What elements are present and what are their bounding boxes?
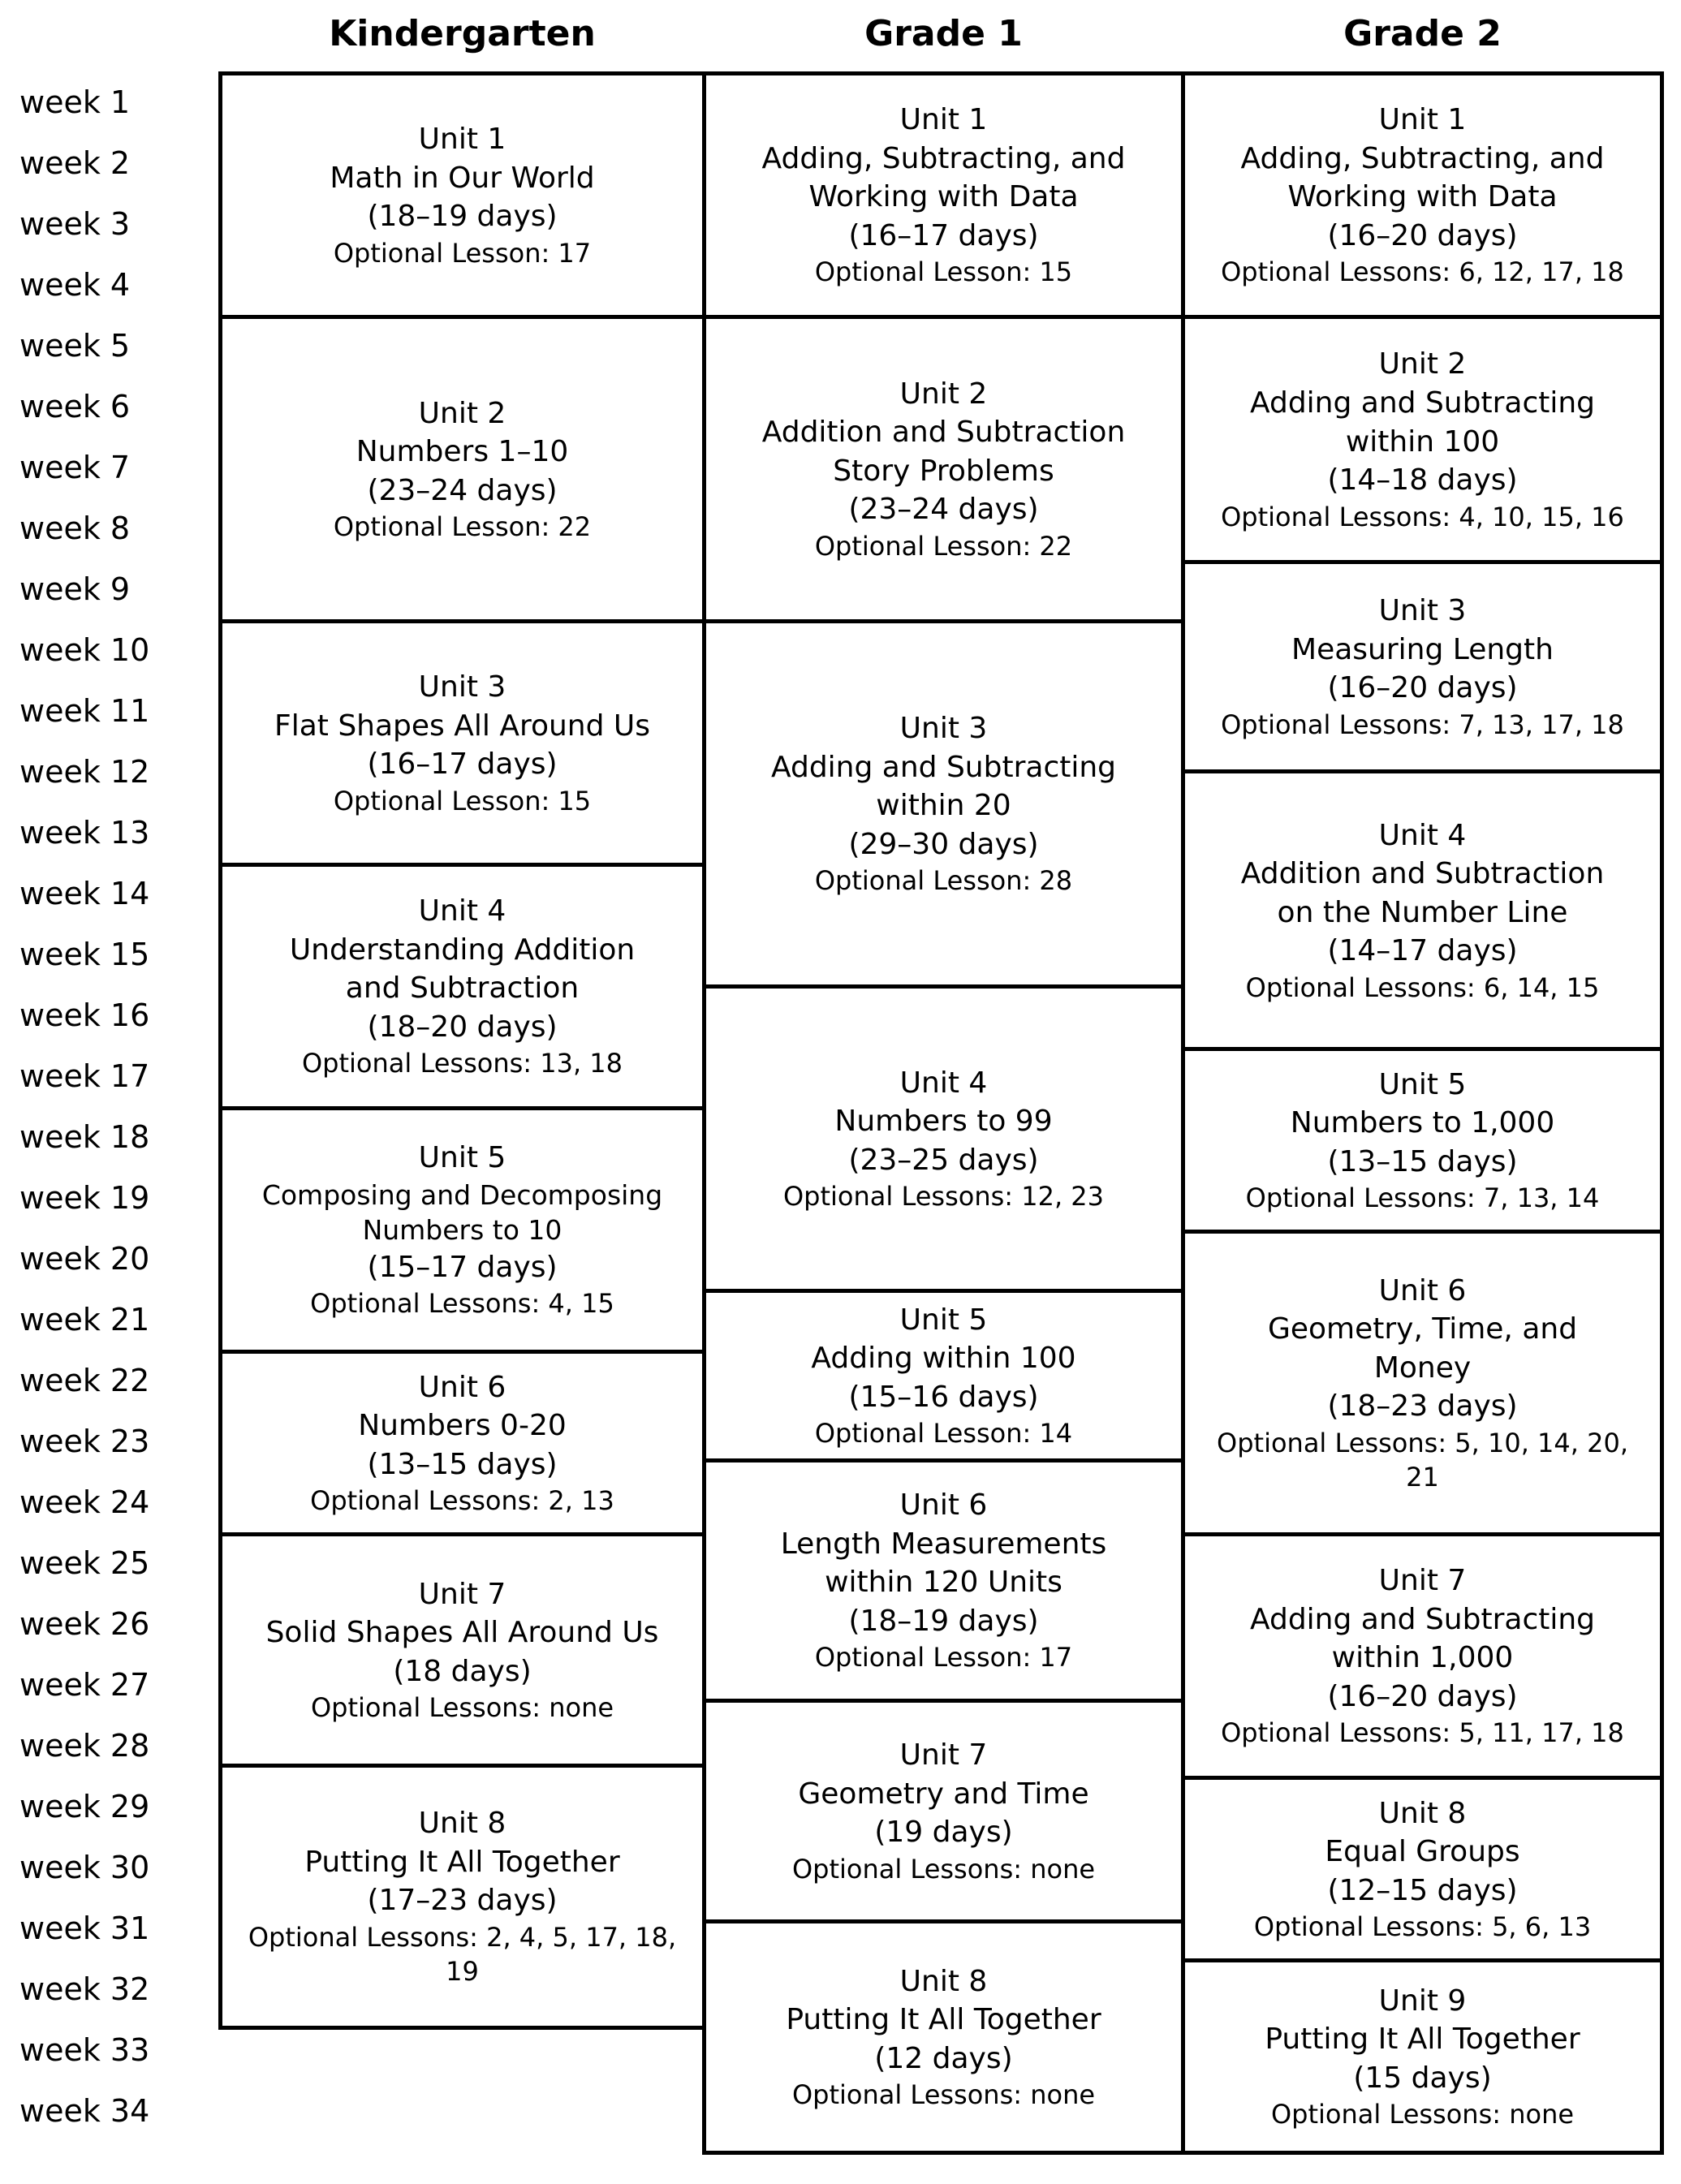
week-label: week 14 — [19, 875, 150, 911]
unit-cell — [702, 1458, 1185, 1703]
unit-number: Unit 6 — [418, 1370, 506, 1404]
week-label: week 1 — [19, 84, 131, 120]
unit-title-line: Numbers to 99 — [834, 1105, 1053, 1139]
week-label: week 5 — [19, 327, 131, 364]
unit-cell — [218, 1532, 706, 1768]
unit-cell — [702, 315, 1185, 623]
unit-days: (16–17 days) — [848, 218, 1039, 252]
unit-title-line: Numbers 1–10 — [356, 435, 569, 469]
unit-cell — [702, 619, 1185, 989]
unit-title-line: Geometry and Time — [798, 1777, 1089, 1811]
week-label: week 19 — [19, 1179, 150, 1216]
unit-title-line: Addition and Subtraction — [761, 416, 1126, 450]
unit-optional-lessons: Optional Lessons: 6, 12, 17, 18 — [1221, 256, 1624, 288]
unit-days: (18–19 days) — [367, 200, 558, 234]
week-label: week 13 — [19, 814, 150, 851]
unit-title-line: Length Measurements — [780, 1527, 1107, 1561]
unit-number: Unit 5 — [1378, 1067, 1467, 1101]
unit-cell — [218, 1106, 706, 1354]
unit-cell — [1181, 560, 1664, 773]
unit-title-line: Adding, Subtracting, and — [1240, 141, 1605, 175]
column-header-kindergarten: Kindergarten — [329, 13, 596, 54]
unit-number: Unit 8 — [1378, 1796, 1467, 1830]
unit-number: Unit 8 — [418, 1807, 506, 1841]
unit-number: Unit 5 — [418, 1141, 506, 1175]
unit-number: Unit 1 — [1378, 103, 1467, 137]
unit-days: (13–15 days) — [1327, 1144, 1518, 1178]
unit-cell — [218, 619, 706, 867]
unit-title-line: Putting It All Together — [1265, 2022, 1580, 2057]
unit-optional-lessons: Optional Lesson: 15 — [814, 256, 1073, 288]
unit-cell — [702, 71, 1185, 319]
unit-title-line: within 20 — [876, 789, 1011, 823]
week-label: week 3 — [19, 205, 131, 242]
unit-optional-lessons: Optional Lessons: 7, 13, 14 — [1245, 1182, 1600, 1214]
unit-days: (23–24 days) — [848, 493, 1039, 527]
unit-cell — [218, 863, 706, 1110]
unit-optional-lessons: Optional Lesson: 22 — [333, 511, 592, 543]
unit-title-line: Working with Data — [1287, 180, 1558, 214]
unit-optional-lessons: Optional Lessons: 2, 13 — [310, 1485, 614, 1517]
unit-optional-lessons: Optional Lessons: none — [791, 1853, 1096, 1885]
unit-title-line: Geometry, Time, and — [1267, 1312, 1578, 1346]
unit-optional-lessons: Optional Lessons: 6, 14, 15 — [1245, 971, 1600, 1003]
unit-number: Unit 2 — [1378, 347, 1467, 381]
unit-optional-lessons: Optional Lesson: 28 — [814, 865, 1073, 897]
unit-number: Unit 2 — [418, 396, 506, 430]
unit-days: (18 days) — [393, 1654, 532, 1688]
unit-optional-lessons: Optional Lessons: 4, 15 — [310, 1288, 614, 1320]
unit-number: Unit 4 — [418, 894, 506, 928]
unit-cell — [1181, 1958, 1664, 2155]
week-label: week 12 — [19, 753, 150, 790]
unit-number: Unit 7 — [418, 1577, 506, 1611]
week-label: week 20 — [19, 1240, 150, 1277]
unit-days: (23–25 days) — [848, 1143, 1039, 1177]
week-label: week 10 — [19, 631, 150, 668]
unit-cell — [218, 315, 706, 623]
week-label: week 2 — [19, 144, 131, 181]
unit-title-line: Story Problems — [833, 454, 1054, 488]
unit-cell — [702, 1289, 1185, 1462]
unit-optional-lessons: Optional Lessons: 7, 13, 17, 18 — [1221, 709, 1624, 740]
unit-number: Unit 1 — [899, 103, 988, 137]
unit-title-line: Money — [1373, 1350, 1472, 1385]
week-label: week 9 — [19, 571, 131, 607]
unit-cell — [1181, 1532, 1664, 1780]
week-label: week 27 — [19, 1666, 150, 1703]
unit-optional-lessons: Optional Lesson: 17 — [333, 237, 592, 269]
column-header-grade-2: Grade 2 — [1343, 13, 1502, 54]
unit-number: Unit 5 — [899, 1303, 988, 1337]
unit-optional-lessons: Optional Lessons: none — [310, 1692, 614, 1724]
unit-title-line: Addition and Subtraction — [1240, 857, 1605, 891]
week-label: week 8 — [19, 510, 131, 546]
unit-title-line: within 100 — [1345, 424, 1500, 459]
unit-days: (15–17 days) — [367, 1250, 558, 1284]
unit-days: (23–24 days) — [367, 473, 558, 507]
week-label: week 18 — [19, 1118, 150, 1155]
unit-days: (14–17 days) — [1327, 934, 1518, 968]
week-label: week 28 — [19, 1727, 150, 1764]
unit-optional-lessons: Optional Lessons: 5, 6, 13 — [1253, 1911, 1592, 1943]
unit-days: (16–20 days) — [1327, 671, 1518, 705]
unit-title-line: Numbers to 1,000 — [1290, 1106, 1555, 1140]
unit-days: (17–23 days) — [367, 1884, 558, 1918]
week-label: week 21 — [19, 1301, 150, 1338]
unit-optional-lessons: Optional Lessons: 2, 4, 5, 17, 18, 19 — [248, 1921, 677, 1988]
week-label: week 7 — [19, 449, 131, 485]
unit-title-line: Adding, Subtracting, and — [761, 141, 1126, 175]
unit-optional-lessons: Optional Lesson: 22 — [814, 530, 1073, 562]
unit-title-line: within 1,000 — [1331, 1641, 1514, 1675]
unit-title-line: on the Number Line — [1277, 895, 1568, 929]
unit-title-line: Adding and Subtracting — [1249, 386, 1596, 420]
unit-number: Unit 9 — [1378, 1984, 1467, 2018]
unit-number: Unit 3 — [1378, 594, 1467, 628]
unit-number: Unit 8 — [899, 1964, 988, 1998]
unit-cell — [702, 984, 1185, 1293]
unit-optional-lessons: Optional Lessons: 5, 10, 14, 20, 21 — [1217, 1427, 1628, 1493]
unit-title-line: Composing and Decomposing — [261, 1178, 663, 1211]
unit-optional-lessons: Optional Lesson: 15 — [333, 785, 592, 816]
unit-days: (18–23 days) — [1327, 1389, 1518, 1424]
week-label: week 15 — [19, 936, 150, 972]
unit-title-line: Solid Shapes All Around Us — [265, 1616, 659, 1650]
unit-number: Unit 4 — [1378, 818, 1467, 852]
unit-number: Unit 7 — [899, 1738, 988, 1772]
unit-optional-lessons: Optional Lesson: 17 — [814, 1642, 1073, 1674]
unit-cell — [1181, 1230, 1664, 1536]
unit-number: Unit 6 — [1378, 1273, 1467, 1307]
unit-optional-lessons: Optional Lessons: 12, 23 — [782, 1181, 1105, 1213]
unit-days: (14–18 days) — [1327, 463, 1518, 498]
week-label: week 34 — [19, 2092, 150, 2129]
unit-days: (19 days) — [874, 1816, 1013, 1850]
unit-title-line: Putting It All Together — [304, 1845, 620, 1879]
week-label: week 6 — [19, 388, 131, 424]
week-label: week 25 — [19, 1544, 150, 1581]
unit-days: (16–20 days) — [1327, 218, 1518, 252]
unit-title-line: Adding within 100 — [811, 1342, 1076, 1376]
unit-cell — [218, 1350, 706, 1536]
week-label: week 17 — [19, 1058, 150, 1094]
unit-number: Unit 2 — [899, 377, 988, 411]
unit-number: Unit 3 — [418, 670, 506, 704]
week-label: week 23 — [19, 1423, 150, 1459]
week-label: week 31 — [19, 1910, 150, 1946]
unit-days: (18–19 days) — [848, 1604, 1039, 1638]
unit-title-line: Adding and Subtracting — [770, 750, 1117, 784]
week-label: week 16 — [19, 997, 150, 1033]
unit-title-line: Working with Data — [808, 180, 1079, 214]
column-header-grade-1: Grade 1 — [864, 13, 1023, 54]
unit-cell — [1181, 71, 1664, 319]
unit-number: Unit 7 — [1378, 1564, 1467, 1598]
unit-title-line: Adding and Subtracting — [1249, 1602, 1596, 1636]
unit-days: (29–30 days) — [848, 827, 1039, 861]
unit-days: (12–15 days) — [1327, 1873, 1518, 1907]
unit-days: (16–20 days) — [1327, 1679, 1518, 1713]
unit-optional-lessons: Optional Lessons: none — [791, 2079, 1096, 2111]
unit-title-line: Numbers 0-20 — [358, 1409, 567, 1443]
week-label: week 26 — [19, 1605, 150, 1642]
unit-number: Unit 3 — [899, 712, 988, 746]
unit-optional-lessons: Optional Lessons: none — [1270, 2099, 1575, 2130]
unit-title-line: within 120 Units — [825, 1566, 1062, 1600]
unit-optional-lessons: Optional Lessons: 5, 11, 17, 18 — [1221, 1717, 1624, 1749]
week-label: week 30 — [19, 1849, 150, 1885]
unit-cell — [702, 1919, 1185, 2155]
unit-number: Unit 4 — [899, 1066, 988, 1100]
unit-title-line: and Subtraction — [345, 971, 580, 1006]
unit-cell — [1181, 315, 1664, 564]
unit-cell — [218, 1764, 706, 2030]
unit-cell — [702, 1699, 1185, 1923]
unit-title-line: Math in Our World — [330, 161, 595, 195]
unit-title-line: Understanding Addition — [289, 933, 636, 967]
unit-number: Unit 6 — [899, 1488, 988, 1523]
unit-days: (16–17 days) — [367, 747, 558, 782]
week-label: week 11 — [19, 692, 150, 729]
unit-title-line: Equal Groups — [1325, 1835, 1520, 1869]
unit-days: (18–20 days) — [367, 1010, 558, 1044]
unit-title-line: Numbers to 10 — [362, 1214, 562, 1247]
unit-title-line: Putting It All Together — [786, 2003, 1101, 2037]
unit-optional-lessons: Optional Lesson: 14 — [814, 1418, 1073, 1450]
unit-cell — [1181, 1047, 1664, 1234]
unit-optional-lessons: Optional Lessons: 13, 18 — [301, 1048, 623, 1079]
unit-days: (15 days) — [1353, 2061, 1492, 2095]
unit-days: (13–15 days) — [367, 1447, 558, 1481]
unit-number: Unit 1 — [418, 123, 506, 157]
week-label: week 32 — [19, 1971, 150, 2007]
week-label: week 22 — [19, 1362, 150, 1398]
week-label: week 4 — [19, 266, 131, 303]
unit-cell — [218, 71, 706, 319]
unit-title-line: Measuring Length — [1291, 632, 1554, 666]
unit-optional-lessons: Optional Lessons: 4, 10, 15, 16 — [1221, 501, 1624, 532]
unit-days: (12 days) — [874, 2041, 1013, 2075]
week-label: week 33 — [19, 2031, 150, 2068]
week-label: week 24 — [19, 1484, 150, 1520]
unit-days: (15–16 days) — [848, 1380, 1039, 1414]
week-label: week 29 — [19, 1788, 150, 1824]
unit-cell — [1181, 1776, 1664, 1962]
unit-title-line: Flat Shapes All Around Us — [274, 709, 651, 743]
unit-cell — [1181, 769, 1664, 1051]
